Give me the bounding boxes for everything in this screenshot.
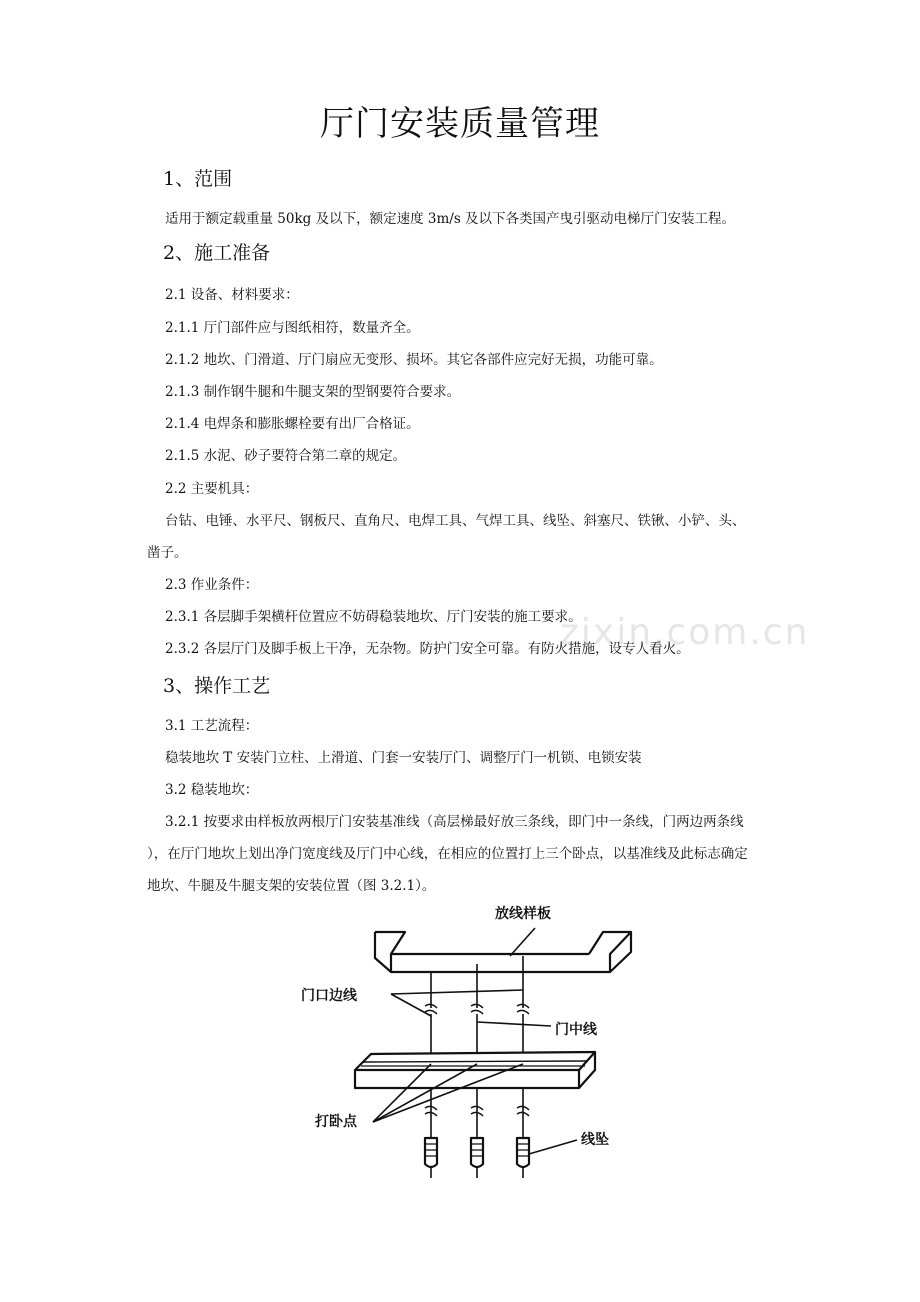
page-title: 厅门安装质量管理 [320, 104, 600, 144]
paragraph: 凿子。 [147, 545, 188, 561]
paragraph: 2.2 主要机具： [165, 481, 259, 497]
paragraph: 2.3.2 各层厅门及脚手板上干净，无杂物。防护门安全可靠。有防火措施，设专人看火。 [165, 641, 690, 657]
label-template-board: 放线样板 [495, 906, 551, 922]
paragraph: 3.1 工艺流程： [165, 718, 259, 734]
paragraph: 2.3 作业条件： [165, 577, 259, 593]
paragraph: 3.2 稳装地坎： [165, 782, 259, 798]
paragraph: 2.1.1 厅门部件应与图纸相符，数量齐全。 [165, 320, 420, 336]
label-door-edge-lines: 门口边线 [301, 988, 357, 1004]
watermark: zixin.com.cn [560, 612, 810, 653]
paragraph: 2.1 设备、材料要求： [165, 287, 299, 303]
section-heading-preparation: 2、施工准备 [163, 242, 271, 264]
label-plumb-bob: 线坠 [581, 1132, 609, 1148]
paragraph: 2.3.1 各层脚手架横杆位置应不妨碍稳装地坎、厅门安装的施工要求。 [165, 609, 582, 625]
paragraph: 2.1.5 水泥、砂子要符合第二章的规定。 [165, 448, 407, 464]
paragraph: 2.1.4 电焊条和膨胀螺栓要有出厂合格证。 [165, 416, 420, 432]
paragraph: 稳装地坎 T 安装门立柱、上滑道、门套一安装厅门、调整厅门一机锁、电锁安装 [165, 750, 642, 766]
section-heading-process: 3、操作工艺 [163, 675, 271, 697]
paragraph: 台钻、电锤、水平尺、钢板尺、直角尺、电焊工具、气焊工具、线坠、斜塞尺、铁锹、小铲、头、 [165, 513, 746, 529]
paragraph: 3.2.1 按要求由样板放两根厅门安装基准线（高层梯最好放三条线，即门中一条线，门两边两条线 [165, 814, 744, 830]
paragraph: 适用于额定载重量 50kg 及以下，额定速度 3m/s 及以下各类国产曳引驱动电梯厅门安装工程。 [165, 211, 736, 227]
paragraph: ），在厅门地坎上划出净门宽度线及厅门中心线，在相应的位置打上三个卧点，以基准线及此标志确定 [147, 846, 748, 862]
label-door-center-line: 门中线 [555, 1022, 597, 1038]
paragraph: 2.1.2 地坎、门滑道、厅门扇应无变形、损坏。其它各部件应完好无损，功能可靠。 [165, 352, 663, 368]
figure-plumb-line-layout [295, 898, 635, 1183]
paragraph: 2.1.3 制作钢牛腿和牛腿支架的型钢要符合要求。 [165, 384, 461, 400]
paragraph: 地坎、牛腿及牛腿支架的安装位置（图 3.2.1）。 [147, 878, 436, 894]
label-marking-points: 打卧点 [315, 1114, 357, 1130]
section-heading-scope: 1、范围 [163, 168, 233, 190]
